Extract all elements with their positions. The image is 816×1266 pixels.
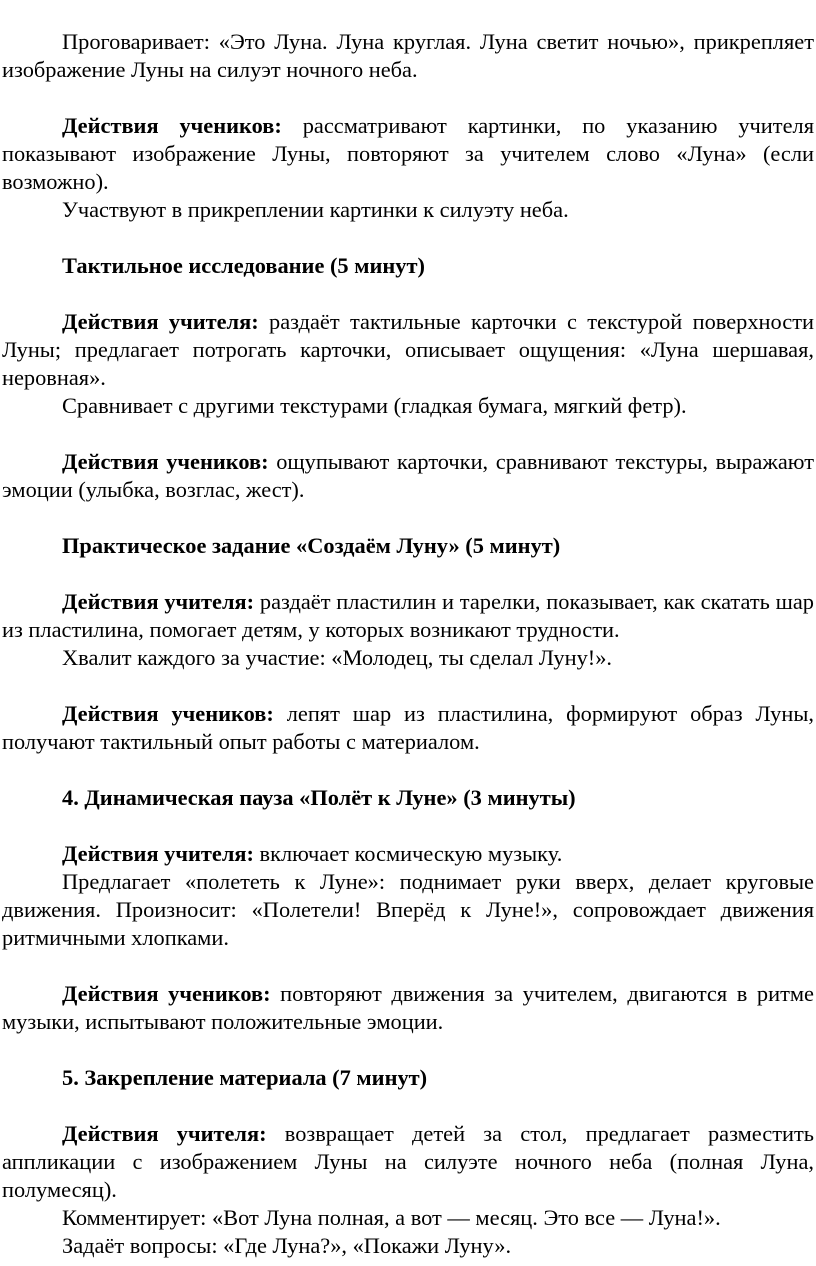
- students-actions-text: ощупывают карточки, сравнивают текстуры, выражают эмоции (улыбка, возглас, жест).: [2, 449, 814, 502]
- paragraph-teacher-actions-music: [2, 840, 814, 868]
- paragraph-participation: Участвуют в прикреплении картинки к силуэту неба.: [62, 197, 569, 222]
- students-actions-text: лепят шар из пластилина, формируют образ Луны, получают тактильный опыт работы с материалом.: [2, 701, 814, 754]
- paragraph-fly-to-moon: Предлагает «полететь к Луне»: поднимает руки вверх, делает круговые движения. Произносит: «Полетели! Вперёд к Луне!», сопровождает движения ритмичными хлопками.: [2, 869, 814, 950]
- paragraph-teacher-actions-practical: [2, 588, 814, 644]
- paragraph-praise: Хвалит каждого за участие: «Молодец, ты сделал Луну!».: [62, 645, 613, 670]
- label-students-actions: Действия учеников:: [62, 449, 269, 474]
- label-teacher-actions: Действия учителя:: [62, 1121, 267, 1146]
- paragraph-students-actions-pause: [2, 980, 814, 1036]
- students-actions-text: повторяют движения за учителем, двигаются в ритме музыки, испытывают положительные эмоции.: [2, 981, 814, 1034]
- paragraph-comment: Комментирует: «Вот Луна полная, а вот — месяц. Это все — Луна!».: [62, 1205, 721, 1230]
- paragraph-compare-textures: Сравнивает с другими текстурами (гладкая бумага, мягкий фетр).: [62, 393, 687, 418]
- teacher-actions-text: раздаёт тактильные карточки с текстурой поверхности Луны; предлагает потрогать карточки, описывает ощущения: «Луна шершавая, неровная».: [2, 309, 814, 390]
- teacher-actions-text: раздаёт пластилин и тарелки, показывает, как скатать шар из пластилина, помогает детям, у которых возникают трудности.: [2, 589, 814, 642]
- teacher-actions-text: включает космическую музыку.: [253, 841, 563, 866]
- heading-tactile-research: Тактильное исследование (5 минут): [62, 253, 425, 278]
- teacher-actions-text: возвращает детей за стол, предлагает разместить аппликации с изображением Луны на силуэте ночного неба (полная Луна, полумесяц).: [2, 1121, 814, 1202]
- paragraph-teacher-actions-tactile: [2, 308, 814, 392]
- heading-practical-task: Практическое задание «Создаём Луну» (5 минут): [62, 533, 561, 558]
- paragraph-students-actions-tactile: [2, 448, 814, 504]
- label-teacher-actions: Действия учителя:: [62, 841, 254, 866]
- label-teacher-actions: Действия учителя:: [62, 309, 259, 334]
- label-students-actions: Действия учеников:: [62, 701, 274, 726]
- label-students-actions: Действия учеников:: [62, 113, 282, 138]
- students-actions-text: рассматривают картинки, по указанию учителя показывают изображение Луны, повторяют за учителем слово «Луна» (если возможно).: [2, 113, 814, 194]
- label-students-actions: Действия учеников:: [62, 981, 271, 1006]
- paragraph-students-actions-practical: [2, 700, 814, 756]
- heading-consolidation: 5. Закрепление материала (7 минут): [62, 1065, 428, 1090]
- paragraph-teacher-speech: Проговаривает: «Это Луна. Луна круглая. Луна светит ночью», прикрепляет изображение Луны на силуэт ночного неба.: [2, 29, 814, 82]
- paragraph-questions: Задаёт вопросы: «Где Луна?», «Покажи Луну».: [62, 1233, 512, 1258]
- heading-dynamic-pause: 4. Динамическая пауза «Полёт к Луне» (3 минуты): [62, 785, 576, 810]
- label-teacher-actions: Действия учителя:: [62, 589, 255, 614]
- paragraph-students-actions-1: [2, 112, 814, 196]
- paragraph-teacher-actions-consolidation: [2, 1120, 814, 1204]
